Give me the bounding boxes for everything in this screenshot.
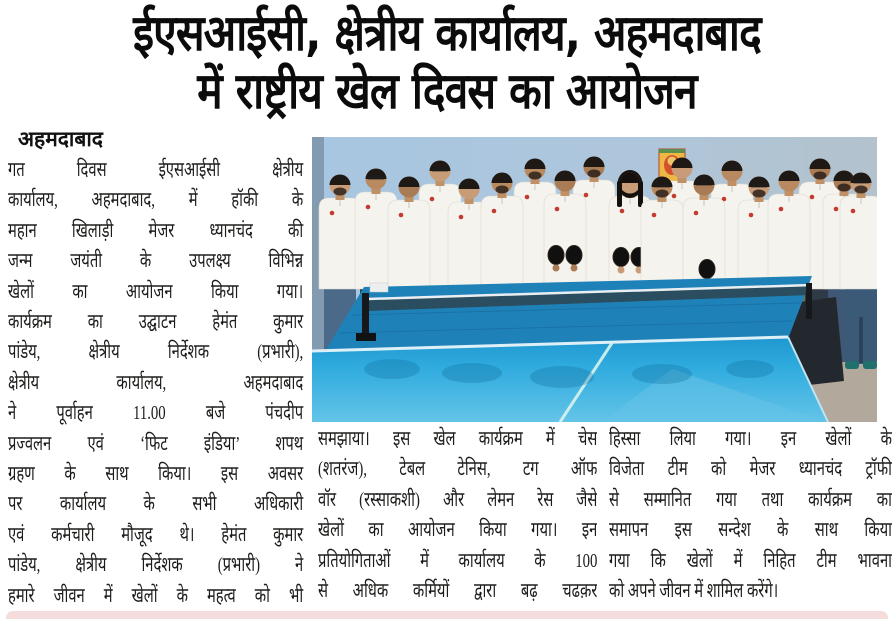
next-article-edge [6, 611, 888, 619]
body-line: ग्रहण के साथ किया। इस अवसर [8, 463, 304, 486]
body-line: को अपने जीवन में शामिल करेंगे। [609, 580, 779, 603]
table-tennis-paddle [699, 260, 715, 279]
body-line: समापन इस सन्देश के साथ किया [609, 519, 892, 542]
body-line: प्रज्वलन एवं ‘फिट इंडिया’ शपथ [8, 432, 304, 455]
column-1-text [8, 155, 303, 611]
body-line: हमारे जीवन में खेलों के महत्व को भी [8, 584, 304, 607]
body-line: पांडेय, क्षेत्रीय निर्देशक (प्रभारी) ने [8, 554, 304, 577]
body-line: गत दिवस ईएसआईसी क्षेत्रीय [8, 159, 304, 181]
column-2 [318, 424, 597, 616]
article-headline [0, 4, 894, 126]
body-line: वॉर (रस्साकशी) और लेमन रेस जैसे [318, 488, 597, 511]
column-3-text [609, 424, 892, 606]
body-line: एवं कर्मचारी मौजूद थे। हेमंत कुमार [8, 523, 304, 546]
table-tennis-paddle [613, 248, 629, 267]
body-line: क्षेत्रीय कार्यालय, अहमदाबाद [8, 371, 304, 394]
body-line: ने पूर्वाहन 11.00 बजे पंचदीप [8, 402, 304, 425]
body-line: (शतरंज), टेबल टेनिस, टग ऑफ [318, 458, 597, 481]
body-line: से सम्मानित गया तथा कार्यक्रम का [609, 488, 892, 511]
body-line: पांडेय, क्षेत्रीय निर्देशक (प्रभारी), [8, 341, 304, 364]
table-tennis-paddle [566, 246, 582, 265]
column-1 [8, 126, 304, 618]
body-line: कार्यालय, अहमदाबाद, में हॉकी के [8, 189, 304, 212]
body-line: समझाया। इस खेल कार्यक्रम में चेस [318, 428, 597, 450]
body-line: खेलों का आयोजन किया गया। [8, 280, 304, 303]
news-photo [312, 137, 877, 422]
headline-line-2: में राष्ट्रीय खेल दिवस का आयोजन [197, 62, 697, 120]
body-line: जन्म जयंती के उपलक्ष्य विभिन्न [8, 250, 304, 273]
body-line: खेलों का आयोजन किया गया। इन [318, 519, 597, 542]
dateline: अहमदाबाद [18, 127, 103, 151]
table-near-half [312, 337, 828, 422]
column-3 [609, 424, 892, 616]
table-tennis-paddle [548, 246, 564, 265]
body-line: से अधिक कर्मियों द्वारा बढ़ चढक़र [318, 580, 597, 603]
body-line: हिस्सा लिया गया। इन खेलों के [609, 428, 892, 450]
body-line: महान खिलाड़ी मेजर ध्यानचंद की [8, 219, 304, 242]
column-2-text [318, 424, 597, 606]
body-line: कार्यक्रम का उद्घाटन हेमंत कुमार [8, 311, 304, 334]
person-figure [840, 173, 877, 370]
body-line: प्रतियोगिताओं में कार्यालय के 100 [318, 549, 597, 572]
body-line: पर कार्यालय के सभी अधिकारी [8, 493, 304, 516]
body-line: विजेता टीम को मेजर ध्यानचंद ट्रॉफी [609, 458, 892, 481]
news-photo-svg [312, 137, 877, 422]
headline-line-1: ईएसआईसी, क्षेत्रीय कार्यालय, अहमदाबाद [133, 4, 761, 62]
body-line: गया कि खेलों में निहित टीम भावना [609, 549, 892, 572]
